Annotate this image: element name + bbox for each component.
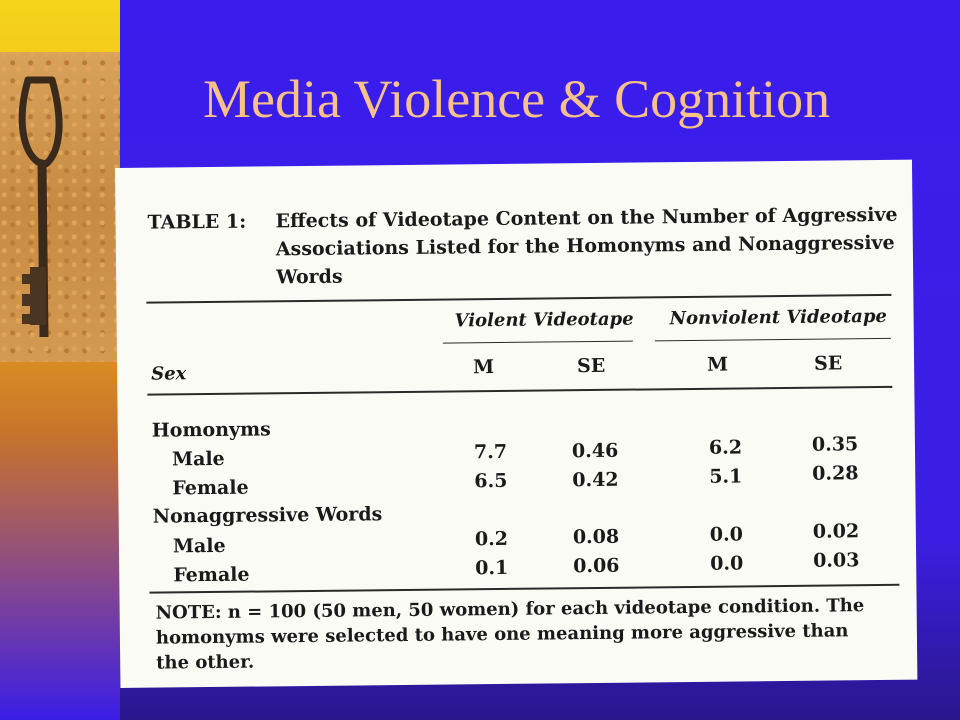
table-bottom-rule bbox=[149, 584, 899, 594]
group-header-nonviolent: Nonviolent Videotape bbox=[669, 305, 888, 330]
table-cell: 0.1 bbox=[475, 556, 509, 580]
caption-line-1: Effects of Videotape Content on the Number of Aggressive bbox=[275, 203, 898, 233]
header-bottom-rule bbox=[147, 386, 892, 396]
row-label: Female bbox=[173, 563, 250, 587]
table-cell: 0.06 bbox=[573, 554, 620, 578]
sidebar-strip bbox=[0, 0, 120, 720]
table-cell: 0.08 bbox=[572, 525, 620, 549]
caption-line-3: Words bbox=[276, 265, 343, 289]
note-line-1: n = 100 (50 men, 50 women) for each videotape condition. The bbox=[227, 595, 865, 623]
slide-title: Media Violence & Cognition bbox=[203, 69, 831, 129]
table-top-rule bbox=[146, 294, 891, 304]
group-rule-violent bbox=[443, 341, 633, 344]
row-label: Male bbox=[172, 534, 226, 558]
row-label: Female bbox=[172, 476, 249, 500]
group-rule-nonviolent bbox=[655, 338, 891, 341]
table-cell: 0.0 bbox=[710, 552, 744, 575]
table-note bbox=[156, 593, 865, 675]
row-label: Male bbox=[171, 447, 225, 471]
skeleton-key-icon bbox=[0, 52, 120, 362]
col-header-nonviolent-se: SE bbox=[813, 352, 843, 375]
note-line-2: homonyms were selected to have one meaning more aggressive than bbox=[155, 620, 849, 649]
table-cell: 6.5 bbox=[474, 469, 508, 493]
table-cell: 7.7 bbox=[473, 440, 508, 464]
table-cell: 0.46 bbox=[571, 439, 619, 463]
table-cell: 6.2 bbox=[708, 436, 743, 459]
table-cell: 0.28 bbox=[812, 462, 859, 485]
note-prefix: NOTE: bbox=[155, 601, 222, 624]
table-cell: 0.02 bbox=[812, 520, 860, 543]
table-cell: 0.0 bbox=[709, 523, 744, 546]
col-header-nonviolent-m: M bbox=[706, 353, 729, 376]
table-scan bbox=[115, 160, 917, 688]
table-cell: 0.42 bbox=[572, 468, 619, 492]
caption-line-2: Associations Listed for the Homonyms and Nonaggressive bbox=[275, 231, 895, 261]
table-cell: 0.35 bbox=[811, 433, 859, 456]
table-cell: 5.1 bbox=[709, 465, 743, 488]
table-cell: 0.03 bbox=[813, 549, 860, 572]
group-header-violent: Violent Videotape bbox=[454, 308, 634, 332]
section-name: Homonyms bbox=[151, 418, 271, 442]
section-name: Nonaggressive Words bbox=[152, 503, 383, 528]
table-label: TABLE 1: bbox=[147, 210, 247, 234]
table-cell: 0.2 bbox=[474, 527, 509, 551]
key-photo bbox=[0, 52, 120, 362]
col-header-violent-se: SE bbox=[576, 354, 606, 378]
col-header-violent-m: M bbox=[472, 356, 495, 379]
note-line-3: the other. bbox=[156, 651, 255, 674]
stub-header: Sex bbox=[151, 363, 187, 385]
